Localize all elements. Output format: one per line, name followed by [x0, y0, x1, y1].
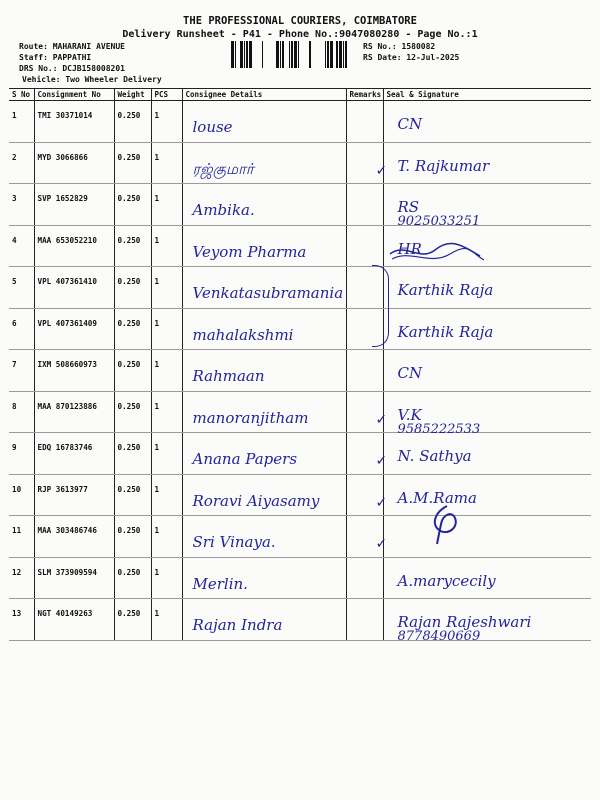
- consignee-cell: [182, 142, 346, 184]
- weight-cell: 0.250: [114, 142, 151, 184]
- signature-handwriting: CN: [397, 364, 423, 382]
- table-row: [9, 142, 591, 184]
- pcs-cell: 1: [151, 142, 182, 184]
- route-info: Route: MAHARANI AVENUE: [19, 42, 125, 51]
- consignee-cell: [182, 474, 346, 516]
- rs-date: RS Date: 12-Jul-2025: [363, 53, 460, 62]
- signature-handwriting: Karthik Raja: [397, 322, 494, 341]
- pcs-cell: 1: [151, 350, 182, 392]
- consignee-cell: [182, 599, 346, 641]
- weight-cell: 0.250: [114, 101, 151, 143]
- weight-cell: 0.250: [114, 350, 151, 392]
- col-header-consignment: Consignment No: [34, 89, 114, 101]
- pcs-cell: 1: [151, 433, 182, 475]
- check-mark-icon: ✓: [375, 494, 388, 511]
- pcs-cell: 1: [151, 184, 182, 226]
- consignment-cell: EDQ 16783746: [34, 433, 114, 475]
- weight-cell: 0.250: [114, 557, 151, 599]
- table-header-row: [9, 89, 591, 101]
- consignee-handwriting: Roravi Aiyasamy: [192, 491, 320, 510]
- consignee-handwriting: mahalakshmi: [192, 325, 294, 344]
- consignment-cell: MYD 3066866: [34, 142, 114, 184]
- consignee-handwriting: Venkatasubramania: [192, 284, 344, 302]
- signature-handwriting: Karthik Raja: [397, 281, 494, 299]
- check-mark-icon: ✓: [375, 411, 388, 428]
- remarks-cell: [346, 350, 383, 392]
- table-row: [9, 308, 591, 350]
- consignee-handwriting: Anana Papers: [192, 450, 298, 468]
- signature-cell: [383, 599, 591, 644]
- weight-cell: 0.250: [114, 267, 151, 309]
- col-header-consignee: Consignee Details: [182, 89, 346, 101]
- weight-cell: 0.250: [114, 225, 151, 267]
- sno-cell: 5: [9, 267, 34, 309]
- consignment-cell: MAA 303486746: [34, 516, 114, 558]
- table-row: [9, 557, 591, 599]
- remarks-cell: [346, 101, 383, 143]
- table-row: [9, 516, 591, 558]
- table-row: [9, 474, 591, 516]
- weight-cell: 0.250: [114, 308, 151, 350]
- signature-cell: [375, 433, 591, 475]
- pcs-cell: 1: [151, 391, 182, 433]
- col-header-remarks: Remarks: [346, 89, 383, 101]
- page-title: THE PROFESSIONAL COURIERS, COIMBATORE: [183, 15, 417, 27]
- consignee-handwriting: Merlin.: [192, 574, 248, 593]
- signature-cell: [383, 267, 591, 309]
- signature-cell: [375, 474, 591, 516]
- signature-handwriting: RS: [397, 198, 420, 216]
- weight-cell: 0.250: [114, 599, 151, 641]
- consignee-handwriting: Ambika.: [192, 201, 255, 219]
- col-header-sno: S No: [9, 89, 34, 101]
- bracket-mark: [372, 265, 389, 347]
- consignee-handwriting: Sri Vinaya.: [192, 533, 276, 551]
- consignee-cell: [182, 433, 346, 475]
- weight-cell: 0.250: [114, 516, 151, 558]
- sno-cell: 12: [9, 557, 34, 599]
- signature-glyph: [425, 502, 465, 547]
- sno-cell: 8: [9, 391, 34, 433]
- sno-cell: 11: [9, 516, 34, 558]
- consignment-cell: SVP 1652829: [34, 184, 114, 226]
- consignee-handwriting: ரஜ்குமார்: [192, 159, 254, 178]
- sno-cell: 3: [9, 184, 34, 226]
- signature-cell: [375, 142, 591, 184]
- consignment-cell: IXM 508660973: [34, 350, 114, 392]
- sno-cell: 7: [9, 350, 34, 392]
- signature-phone: 9585222533: [397, 421, 481, 437]
- table-row: [9, 391, 591, 433]
- remarks-cell: [346, 184, 383, 226]
- consignment-cell: RJP 3613977: [34, 474, 114, 516]
- signature-handwriting: HR: [397, 239, 422, 258]
- consignee-handwriting: louse: [192, 118, 233, 136]
- consignee-cell: [182, 350, 346, 392]
- signature-handwriting: A.M.Rama: [397, 488, 477, 507]
- weight-cell: 0.250: [114, 184, 151, 226]
- runsheet-table: [9, 88, 591, 644]
- pcs-cell: 1: [151, 101, 182, 143]
- table-row: [9, 184, 591, 226]
- weight-cell: 0.250: [114, 474, 151, 516]
- table-row: [9, 101, 591, 143]
- barcode: [231, 41, 357, 68]
- table-row: [9, 267, 591, 309]
- remarks-cell: [346, 599, 383, 641]
- consignment-cell: MAA 653052210: [34, 225, 114, 267]
- staff-info: Staff: PAPPATHI: [19, 53, 92, 62]
- consignee-cell: [182, 184, 346, 226]
- pcs-cell: 1: [151, 308, 182, 350]
- signature-phone: 9025033251: [397, 214, 481, 229]
- sno-cell: 2: [9, 142, 34, 184]
- pcs-cell: 1: [151, 557, 182, 599]
- col-header-weight: Weight: [114, 89, 151, 101]
- signature-phone: 8778490669: [397, 629, 481, 644]
- signature-handwriting: T. Rajkumar: [397, 156, 490, 175]
- sno-cell: 13: [9, 599, 34, 641]
- signature-cell: [375, 391, 591, 437]
- consignee-cell: [182, 308, 346, 350]
- signature-cell: [383, 101, 591, 143]
- drs-info: DRS No.: DCJB158008201: [19, 64, 125, 73]
- table-row: [9, 433, 591, 475]
- consignee-cell: [182, 225, 346, 267]
- consignee-cell: [182, 101, 346, 143]
- consignee-cell: [182, 516, 346, 558]
- col-header-pcs: PCS: [151, 89, 182, 101]
- rs-number: RS No.: 1580082: [363, 42, 436, 51]
- sno-cell: 10: [9, 474, 34, 516]
- weight-cell: 0.250: [114, 391, 151, 433]
- col-header-signature: Seal & Signature: [383, 89, 591, 101]
- table-row: [9, 225, 591, 267]
- pcs-cell: 1: [151, 599, 182, 641]
- signature-handwriting: Rajan Rajeshwari: [397, 613, 532, 631]
- signature-cell: [383, 557, 591, 599]
- consignment-cell: MAA 870123886: [34, 391, 114, 433]
- sno-cell: 4: [9, 225, 34, 267]
- signature-cell: [383, 308, 591, 350]
- check-mark-icon: ✓: [375, 162, 388, 179]
- consignment-cell: NGT 40149263: [34, 599, 114, 641]
- signature-handwriting: A.marycecily: [397, 571, 496, 590]
- consignee-cell: [182, 391, 346, 433]
- pcs-cell: 1: [151, 474, 182, 516]
- remarks-cell: [346, 225, 383, 267]
- consignment-cell: SLM 373909594: [34, 557, 114, 599]
- signature-handwriting: CN: [397, 115, 423, 133]
- signature-handwriting: N. Sathya: [397, 447, 472, 465]
- consignee-cell: [182, 267, 346, 309]
- sno-cell: 6: [9, 308, 34, 350]
- runsheet-subtitle: Delivery Runsheet - P41 - Phone No.:9047080280 - Page No.:1: [122, 29, 478, 40]
- pcs-cell: 1: [151, 267, 182, 309]
- remarks-cell: [346, 557, 383, 599]
- sno-cell: 1: [9, 101, 34, 143]
- consignment-cell: VPL 407361410: [34, 267, 114, 309]
- signature-cell: [375, 516, 591, 558]
- signature-cell: [383, 350, 591, 392]
- table-row: [9, 350, 591, 392]
- sno-cell: 9: [9, 433, 34, 475]
- consignee-handwriting: manoranjitham: [192, 408, 309, 427]
- consignee-handwriting: Rajan Indra: [192, 616, 283, 634]
- consignee-handwriting: Rahmaan: [192, 367, 265, 385]
- pcs-cell: 1: [151, 225, 182, 267]
- consignee-cell: [182, 557, 346, 599]
- vehicle-info: Vehicle: Two Wheeler Delivery: [22, 75, 162, 84]
- consignment-cell: VPL 407361409: [34, 308, 114, 350]
- consignment-cell: TMI 30371014: [34, 101, 114, 143]
- signature-scribble: [380, 214, 490, 270]
- consignee-handwriting: Veyom Pharma: [192, 242, 307, 261]
- pcs-cell: 1: [151, 516, 182, 558]
- check-mark-icon: ✓: [375, 536, 388, 552]
- check-mark-icon: ✓: [375, 453, 388, 469]
- signature-handwriting: V.K: [397, 405, 422, 424]
- weight-cell: 0.250: [114, 433, 151, 475]
- table-row: [9, 599, 591, 641]
